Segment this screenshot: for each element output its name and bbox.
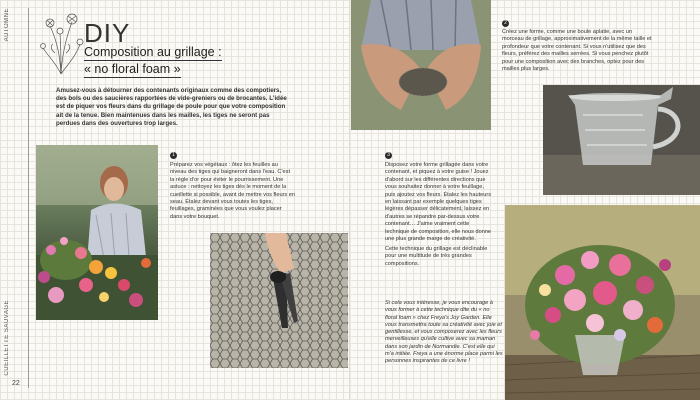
photo-finished-bouquet (505, 205, 700, 400)
step-1-text: Préparez vos végétaux : ôtez les feuilles au niveau des tiges qui baigneront dans l'eau. C'est la règle d'or pour éviter le pourrissement. Une astuce : nettoyez les tiges dès le moment de la cueillette si possible, avant de mettre vos fleurs en seau. Étalez devant vous toutes les tiges, feuillages, graminées que vous voulez placer dans votre bouquet. (170, 162, 295, 220)
photo-cutting-chicken-wire (210, 233, 348, 368)
step-2-text: Créez une forme, comme une boule aplatie, avec un morceau de grillage, approximativement de la même taille et profondeur que votre contenant. Si vous n'utilisez que des fleurs, préférez des mailles serrées. Si vous penchez plutôt pour une composition avec des branches, optez pour des mailles plus larges. (502, 29, 652, 73)
photo-woman-preparing-flowers (36, 145, 158, 320)
section-label: AUTOMNE (4, 8, 10, 42)
step-1-badge: 1 (170, 152, 177, 159)
intro-paragraph: Amusez-vous à détourner des contenants originaux comme des compotiers, des bols ou des saucières rapportées de vide-greniers ou de brocantes. L'idée est de piquer vos fleurs dans du grillage de poule pour que votre composition ait de la tenue. Bien maintenues dans les mailles, les tiges ne seront pas perdues dans des ouvertures trop larges. (56, 87, 287, 127)
page-title (84, 44, 264, 78)
step-2-badge: 2 (502, 20, 509, 27)
photo-glass-pitcher (543, 85, 700, 195)
title-line-2: « no floral foam » (84, 62, 181, 76)
step-3-badge: 3 (385, 152, 392, 159)
photo-hands-shaping-wire (351, 0, 491, 130)
step-3-text: Disposez votre forme grillagée dans votre contenant, et piquez à votre guise ! Jouez d'abord sur les différentes directions que vous souhaitez donner à votre feuillage, puis ajoutez vos fleurs. Étalez les hauteurs en laissant par exemple quelques tiges légères dépasser délicatement, laissez en d'autres se répandre par-dessus votre contenant… J'aime vraiment cette technique de composition, elle nous donne une plus grande marge de créativité. (385, 162, 492, 243)
flower-sketch-illustration (38, 8, 84, 76)
page-number: 22 (12, 380, 20, 387)
quote-paragraph: Si cela vous intéresse, je vous encourage à vous former à cette technique dite du « no floral foam » chez Freya's Joy Garden. Elle vous transmettra toute sa créativité avec joie et gentillesse, et vous composerez avec les fleurs merveilleuses qu'elle cultive avec sa maman dans son jardin de Normandie. C'est elle qui m'a initiée. Freya a une énorme place parmi les personnes inspirantes de ce livre ! (385, 300, 503, 365)
heading-diy: DIY (84, 18, 131, 48)
title-line-1: Composition au grillage : (84, 45, 222, 59)
running-head: CUEILLETTE SAUVAGE (4, 300, 10, 376)
step-3-note: Cette technique du grillage est déclinable pour une multitude de très grandes compositions. (385, 246, 488, 267)
